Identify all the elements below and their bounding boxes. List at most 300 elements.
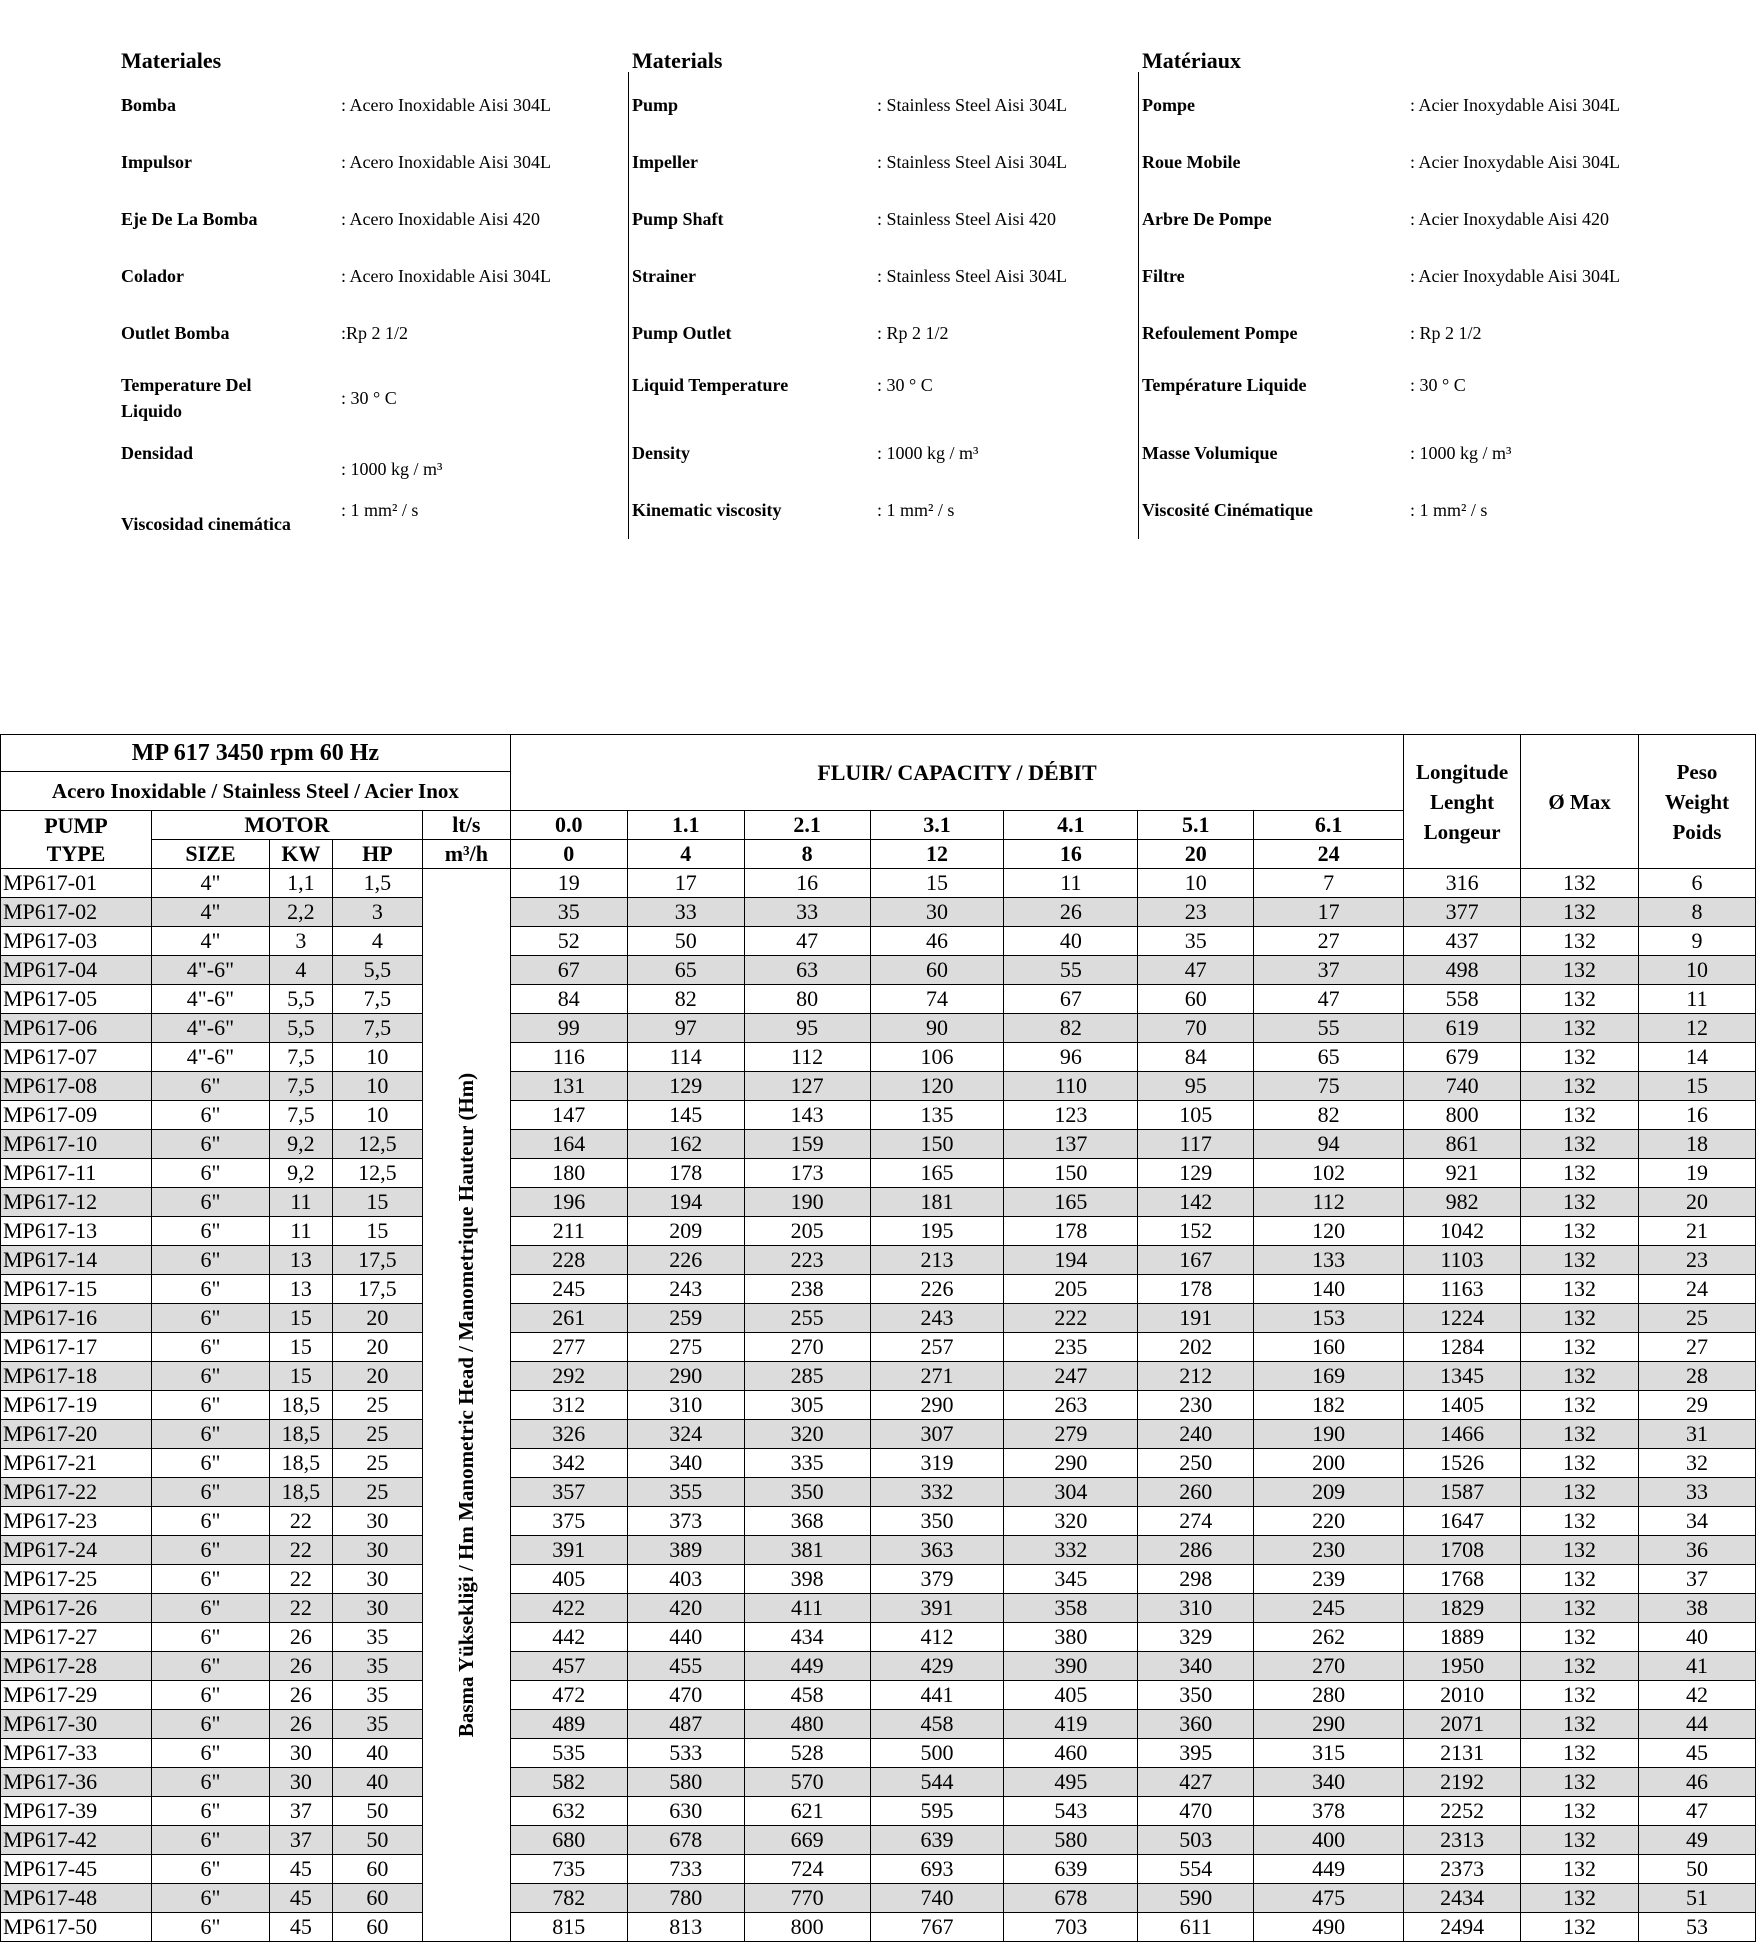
motor-size-cell: 4" <box>151 869 269 898</box>
head-cell: 632 <box>510 1797 627 1826</box>
materials-column-en <box>628 0 1138 560</box>
head-cell: 639 <box>1004 1855 1138 1884</box>
pump-type-cell: MP617-08 <box>1 1072 152 1101</box>
head-cell: 147 <box>510 1101 627 1130</box>
dmax-cell: 132 <box>1521 956 1639 985</box>
material-label: Kinematic viscosity <box>632 500 782 520</box>
motor-size-cell: 6" <box>151 1507 269 1536</box>
weight-cell: 49 <box>1638 1826 1755 1855</box>
head-cell: 133 <box>1254 1246 1404 1275</box>
motor-hp-cell: 1,5 <box>332 869 422 898</box>
kw-header: KW <box>269 840 332 869</box>
motor-hp-cell: 30 <box>332 1507 422 1536</box>
head-cell: 815 <box>510 1913 627 1942</box>
head-cell: 178 <box>627 1159 744 1188</box>
table-row <box>1 1420 1756 1449</box>
motor-kw-cell: 11 <box>269 1217 332 1246</box>
flow-m3h-value: 20 <box>1138 840 1254 869</box>
motor-size-cell: 6" <box>151 1246 269 1275</box>
head-cell: 195 <box>870 1217 1004 1246</box>
head-cell: 680 <box>510 1826 627 1855</box>
head-cell: 332 <box>1004 1536 1138 1565</box>
head-cell: 800 <box>744 1913 870 1942</box>
dmax-cell: 132 <box>1521 1275 1639 1304</box>
motor-size-cell: 6" <box>151 1739 269 1768</box>
head-axis-label-text: Basma Yüksekliği / Hm Manometric Head / Manometrique Hauteur (Hm) <box>454 1072 479 1738</box>
motor-hp-cell: 17,5 <box>332 1246 422 1275</box>
head-cell: 112 <box>744 1043 870 1072</box>
head-cell: 533 <box>627 1739 744 1768</box>
head-cell: 235 <box>1004 1333 1138 1362</box>
motor-kw-cell: 18,5 <box>269 1478 332 1507</box>
flow-lts-value: 3.1 <box>870 811 1004 840</box>
material-value: : 30 ° C <box>341 388 397 408</box>
pump-type-header <box>1 811 152 869</box>
length-header-line: Lenght <box>1429 789 1495 814</box>
head-cell: 228 <box>510 1246 627 1275</box>
head-axis-label <box>422 869 510 1942</box>
table-row <box>1 1333 1756 1362</box>
pump-type-cell: MP617-20 <box>1 1420 152 1449</box>
head-cell: 528 <box>744 1739 870 1768</box>
flow-m3h-value: 8 <box>744 840 870 869</box>
table-row <box>1 1275 1756 1304</box>
table-row <box>1 1565 1756 1594</box>
length-cell: 1950 <box>1404 1652 1521 1681</box>
head-cell: 391 <box>510 1536 627 1565</box>
dmax-cell: 132 <box>1521 1623 1639 1652</box>
motor-header: MOTOR <box>151 811 422 840</box>
table-row <box>1 1768 1756 1797</box>
table-row <box>1 898 1756 927</box>
material-value: : 1 mm² / s <box>1410 500 1488 520</box>
head-cell: 275 <box>627 1333 744 1362</box>
pump-type-cell: MP617-18 <box>1 1362 152 1391</box>
length-cell: 1163 <box>1404 1275 1521 1304</box>
head-cell: 449 <box>744 1652 870 1681</box>
head-cell: 35 <box>510 898 627 927</box>
dmax-cell: 132 <box>1521 1449 1639 1478</box>
pump-type-cell: MP617-45 <box>1 1855 152 1884</box>
head-cell: 10 <box>1138 869 1254 898</box>
motor-hp-cell: 7,5 <box>332 985 422 1014</box>
head-cell: 243 <box>627 1275 744 1304</box>
head-cell: 247 <box>1004 1362 1138 1391</box>
head-cell: 80 <box>744 985 870 1014</box>
head-cell: 427 <box>1138 1768 1254 1797</box>
pump-spec-table <box>0 734 1756 1942</box>
head-cell: 335 <box>744 1449 870 1478</box>
motor-hp-cell: 25 <box>332 1478 422 1507</box>
head-cell: 543 <box>1004 1797 1138 1826</box>
material-value: : Acier Inoxydable Aisi 420 <box>1410 209 1609 229</box>
length-cell: 377 <box>1404 898 1521 927</box>
material-value: : 1000 kg / m³ <box>877 443 979 463</box>
head-cell: 358 <box>1004 1594 1138 1623</box>
head-cell: 345 <box>1004 1565 1138 1594</box>
head-cell: 82 <box>1004 1014 1138 1043</box>
dmax-cell: 132 <box>1521 1420 1639 1449</box>
head-cell: 65 <box>627 956 744 985</box>
head-cell: 82 <box>1254 1101 1404 1130</box>
material-value: : 1000 kg / m³ <box>1410 443 1512 463</box>
motor-size-cell: 6" <box>151 1072 269 1101</box>
head-cell: 211 <box>510 1217 627 1246</box>
head-cell: 96 <box>1004 1043 1138 1072</box>
material-value: : 30 ° C <box>877 375 933 395</box>
weight-cell: 16 <box>1638 1101 1755 1130</box>
head-cell: 389 <box>627 1536 744 1565</box>
pump-type-cell: MP617-15 <box>1 1275 152 1304</box>
weight-cell: 36 <box>1638 1536 1755 1565</box>
materials-title: Materiales <box>121 48 222 73</box>
head-cell: 611 <box>1138 1913 1254 1942</box>
dmax-header: Ø Max <box>1521 735 1639 869</box>
head-cell: 305 <box>744 1391 870 1420</box>
weight-cell: 29 <box>1638 1391 1755 1420</box>
weight-cell: 25 <box>1638 1304 1755 1333</box>
motor-hp-cell: 40 <box>332 1768 422 1797</box>
dmax-cell: 132 <box>1521 1565 1639 1594</box>
length-cell: 982 <box>1404 1188 1521 1217</box>
head-cell: 27 <box>1254 927 1404 956</box>
head-cell: 740 <box>870 1884 1004 1913</box>
weight-cell: 23 <box>1638 1246 1755 1275</box>
motor-kw-cell: 22 <box>269 1507 332 1536</box>
head-cell: 342 <box>510 1449 627 1478</box>
head-cell: 470 <box>1138 1797 1254 1826</box>
head-cell: 270 <box>1254 1652 1404 1681</box>
length-cell: 1526 <box>1404 1449 1521 1478</box>
motor-kw-cell: 22 <box>269 1565 332 1594</box>
hp-header: HP <box>332 840 422 869</box>
motor-hp-cell: 12,5 <box>332 1159 422 1188</box>
head-cell: 489 <box>510 1710 627 1739</box>
head-cell: 169 <box>1254 1362 1404 1391</box>
weight-cell: 28 <box>1638 1362 1755 1391</box>
pump-type-cell: MP617-28 <box>1 1652 152 1681</box>
dmax-cell: 132 <box>1521 1188 1639 1217</box>
weight-cell: 15 <box>1638 1072 1755 1101</box>
dmax-cell: 132 <box>1521 1884 1639 1913</box>
head-cell: 440 <box>627 1623 744 1652</box>
length-cell: 316 <box>1404 869 1521 898</box>
head-cell: 160 <box>1254 1333 1404 1362</box>
head-cell: 271 <box>870 1362 1004 1391</box>
head-cell: 373 <box>627 1507 744 1536</box>
head-cell: 167 <box>1138 1246 1254 1275</box>
motor-hp-cell: 35 <box>332 1710 422 1739</box>
dmax-cell: 132 <box>1521 1014 1639 1043</box>
weight-header-line: Peso <box>1676 759 1718 784</box>
head-cell: 135 <box>870 1101 1004 1130</box>
head-cell: 350 <box>1138 1681 1254 1710</box>
materials-column-es <box>117 0 627 560</box>
head-cell: 84 <box>1138 1043 1254 1072</box>
material-value: : Rp 2 1/2 <box>1410 323 1482 343</box>
head-cell: 458 <box>744 1681 870 1710</box>
motor-size-cell: 6" <box>151 1797 269 1826</box>
motor-hp-cell: 50 <box>332 1826 422 1855</box>
head-cell: 205 <box>1004 1275 1138 1304</box>
head-cell: 178 <box>1138 1275 1254 1304</box>
head-cell: 375 <box>510 1507 627 1536</box>
head-cell: 52 <box>510 927 627 956</box>
head-cell: 400 <box>1254 1826 1404 1855</box>
material-value: : Acier Inoxydable Aisi 304L <box>1410 95 1620 115</box>
table-row <box>1 1304 1756 1333</box>
head-cell: 391 <box>870 1594 1004 1623</box>
head-cell: 226 <box>870 1275 1004 1304</box>
head-cell: 405 <box>1004 1681 1138 1710</box>
length-header-line: Longitude <box>1415 759 1509 784</box>
length-cell: 498 <box>1404 956 1521 985</box>
length-cell: 1708 <box>1404 1536 1521 1565</box>
head-cell: 340 <box>627 1449 744 1478</box>
head-cell: 60 <box>1138 985 1254 1014</box>
material-label: Density <box>632 443 690 463</box>
head-cell: 310 <box>627 1391 744 1420</box>
weight-header-line: Poids <box>1672 819 1722 844</box>
motor-hp-cell: 30 <box>332 1565 422 1594</box>
motor-kw-cell: 22 <box>269 1536 332 1565</box>
head-cell: 209 <box>627 1217 744 1246</box>
material-value: : 1 mm² / s <box>877 500 955 520</box>
head-cell: 332 <box>870 1478 1004 1507</box>
material-value: : 1 mm² / s <box>341 500 419 520</box>
motor-hp-cell: 30 <box>332 1594 422 1623</box>
motor-kw-cell: 5,5 <box>269 1014 332 1043</box>
pump-type-cell: MP617-27 <box>1 1623 152 1652</box>
head-cell: 165 <box>870 1159 1004 1188</box>
motor-size-cell: 6" <box>151 1304 269 1333</box>
head-cell: 37 <box>1254 956 1404 985</box>
motor-size-cell: 6" <box>151 1536 269 1565</box>
head-cell: 40 <box>1004 927 1138 956</box>
flow-lts-value: 0.0 <box>510 811 627 840</box>
weight-cell: 53 <box>1638 1913 1755 1942</box>
materials-title: Matériaux <box>1142 48 1241 73</box>
material-label: Pompe <box>1142 95 1195 115</box>
table-row <box>1 1681 1756 1710</box>
motor-size-cell: 6" <box>151 1159 269 1188</box>
head-cell: 17 <box>627 869 744 898</box>
head-cell: 11 <box>1004 869 1138 898</box>
head-cell: 260 <box>1138 1478 1254 1507</box>
weight-cell: 19 <box>1638 1159 1755 1188</box>
table-row <box>1 1362 1756 1391</box>
head-cell: 735 <box>510 1855 627 1884</box>
motor-kw-cell: 45 <box>269 1855 332 1884</box>
flow-lts-value: 2.1 <box>744 811 870 840</box>
weight-cell: 41 <box>1638 1652 1755 1681</box>
head-cell: 75 <box>1254 1072 1404 1101</box>
head-cell: 360 <box>1138 1710 1254 1739</box>
head-cell: 279 <box>1004 1420 1138 1449</box>
head-cell: 196 <box>510 1188 627 1217</box>
head-cell: 329 <box>1138 1623 1254 1652</box>
motor-kw-cell: 18,5 <box>269 1420 332 1449</box>
head-cell: 261 <box>510 1304 627 1333</box>
head-cell: 767 <box>870 1913 1004 1942</box>
table-row <box>1 1246 1756 1275</box>
head-cell: 290 <box>870 1391 1004 1420</box>
motor-kw-cell: 9,2 <box>269 1159 332 1188</box>
pump-type-cell: MP617-07 <box>1 1043 152 1072</box>
motor-kw-cell: 37 <box>269 1797 332 1826</box>
motor-size-cell: 6" <box>151 1565 269 1594</box>
head-cell: 142 <box>1138 1188 1254 1217</box>
motor-size-cell: 6" <box>151 1188 269 1217</box>
table-row <box>1 1217 1756 1246</box>
weight-cell: 51 <box>1638 1884 1755 1913</box>
head-cell: 137 <box>1004 1130 1138 1159</box>
head-cell: 47 <box>1138 956 1254 985</box>
head-cell: 285 <box>744 1362 870 1391</box>
table-row <box>1 1478 1756 1507</box>
head-cell: 780 <box>627 1884 744 1913</box>
head-cell: 120 <box>870 1072 1004 1101</box>
table-subtitle: Acero Inoxidable / Stainless Steel / Acier Inox <box>1 772 511 811</box>
head-cell: 55 <box>1254 1014 1404 1043</box>
table-title: MP 617 3450 rpm 60 Hz <box>1 735 511 772</box>
head-cell: 298 <box>1138 1565 1254 1594</box>
head-cell: 95 <box>744 1014 870 1043</box>
motor-hp-cell: 30 <box>332 1536 422 1565</box>
flow-m3h-value: 24 <box>1254 840 1404 869</box>
table-row <box>1 1652 1756 1681</box>
material-label: Densidad <box>121 443 194 463</box>
head-cell: 639 <box>870 1826 1004 1855</box>
pump-type-cell: MP617-17 <box>1 1333 152 1362</box>
head-cell: 230 <box>1254 1536 1404 1565</box>
dmax-cell: 132 <box>1521 985 1639 1014</box>
length-cell: 800 <box>1404 1101 1521 1130</box>
pump-type-cell: MP617-22 <box>1 1478 152 1507</box>
head-cell: 47 <box>1254 985 1404 1014</box>
head-cell: 181 <box>870 1188 1004 1217</box>
motor-kw-cell: 30 <box>269 1768 332 1797</box>
table-row <box>1 1739 1756 1768</box>
motor-size-cell: 6" <box>151 1217 269 1246</box>
head-cell: 480 <box>744 1710 870 1739</box>
flow-lts-value: 5.1 <box>1138 811 1254 840</box>
table-row <box>1 1188 1756 1217</box>
head-cell: 487 <box>627 1710 744 1739</box>
pump-type-cell: MP617-13 <box>1 1217 152 1246</box>
length-cell: 1405 <box>1404 1391 1521 1420</box>
length-cell: 1224 <box>1404 1304 1521 1333</box>
lts-label: lt/s <box>422 811 510 840</box>
head-cell: 380 <box>1004 1623 1138 1652</box>
material-label: Température Liquide <box>1142 375 1307 395</box>
motor-size-cell: 6" <box>151 1855 269 1884</box>
length-cell: 1345 <box>1404 1362 1521 1391</box>
weight-cell: 14 <box>1638 1043 1755 1072</box>
material-value: : Acero Inoxidable Aisi 304L <box>341 266 551 286</box>
weight-cell: 9 <box>1638 927 1755 956</box>
head-cell: 292 <box>510 1362 627 1391</box>
head-cell: 398 <box>744 1565 870 1594</box>
flow-m3h-value: 12 <box>870 840 1004 869</box>
material-value: : Acero Inoxidable Aisi 420 <box>341 209 540 229</box>
head-cell: 243 <box>870 1304 1004 1333</box>
motor-hp-cell: 20 <box>332 1362 422 1391</box>
head-cell: 368 <box>744 1507 870 1536</box>
length-cell: 921 <box>1404 1159 1521 1188</box>
motor-kw-cell: 4 <box>269 956 332 985</box>
material-label: Strainer <box>632 266 696 286</box>
table-row <box>1 869 1756 898</box>
length-header-line: Longeur <box>1423 819 1501 844</box>
pump-type-cell: MP617-25 <box>1 1565 152 1594</box>
head-cell: 324 <box>627 1420 744 1449</box>
length-cell: 679 <box>1404 1043 1521 1072</box>
weight-cell: 44 <box>1638 1710 1755 1739</box>
material-label-line: Temperature Del <box>121 375 252 395</box>
head-cell: 110 <box>1004 1072 1138 1101</box>
head-cell: 250 <box>1138 1449 1254 1478</box>
material-label: Filtre <box>1142 266 1185 286</box>
pump-type-header-line: TYPE <box>46 840 106 866</box>
dmax-cell: 132 <box>1521 1826 1639 1855</box>
weight-cell: 50 <box>1638 1855 1755 1884</box>
head-cell: 678 <box>627 1826 744 1855</box>
head-cell: 350 <box>870 1507 1004 1536</box>
head-cell: 150 <box>1004 1159 1138 1188</box>
head-cell: 205 <box>744 1217 870 1246</box>
head-cell: 50 <box>627 927 744 956</box>
motor-hp-cell: 60 <box>332 1884 422 1913</box>
weight-cell: 47 <box>1638 1797 1755 1826</box>
motor-size-cell: 6" <box>151 1710 269 1739</box>
head-cell: 441 <box>870 1681 1004 1710</box>
head-cell: 245 <box>1254 1594 1404 1623</box>
head-cell: 535 <box>510 1739 627 1768</box>
head-cell: 259 <box>627 1304 744 1333</box>
table-body <box>1 869 1756 1942</box>
head-cell: 140 <box>1254 1275 1404 1304</box>
weight-cell: 27 <box>1638 1333 1755 1362</box>
motor-size-cell: 6" <box>151 1101 269 1130</box>
motor-kw-cell: 5,5 <box>269 985 332 1014</box>
table-row <box>1 1043 1756 1072</box>
head-cell: 355 <box>627 1478 744 1507</box>
head-cell: 290 <box>1004 1449 1138 1478</box>
head-cell: 669 <box>744 1826 870 1855</box>
motor-size-cell: 4" <box>151 927 269 956</box>
motor-size-cell: 6" <box>151 1652 269 1681</box>
motor-hp-cell: 20 <box>332 1304 422 1333</box>
motor-hp-cell: 12,5 <box>332 1130 422 1159</box>
dmax-cell: 132 <box>1521 1652 1639 1681</box>
motor-size-cell: 6" <box>151 1884 269 1913</box>
head-cell: 95 <box>1138 1072 1254 1101</box>
length-cell: 2434 <box>1404 1884 1521 1913</box>
motor-kw-cell: 2,2 <box>269 898 332 927</box>
materials-section <box>0 0 1756 560</box>
pump-type-cell: MP617-33 <box>1 1739 152 1768</box>
motor-size-cell: 6" <box>151 1478 269 1507</box>
head-cell: 127 <box>744 1072 870 1101</box>
head-cell: 105 <box>1138 1101 1254 1130</box>
head-cell: 420 <box>627 1594 744 1623</box>
table-row <box>1 1449 1756 1478</box>
material-label: Pump <box>632 95 679 115</box>
motor-kw-cell: 7,5 <box>269 1101 332 1130</box>
table-row <box>1 1536 1756 1565</box>
head-cell: 280 <box>1254 1681 1404 1710</box>
